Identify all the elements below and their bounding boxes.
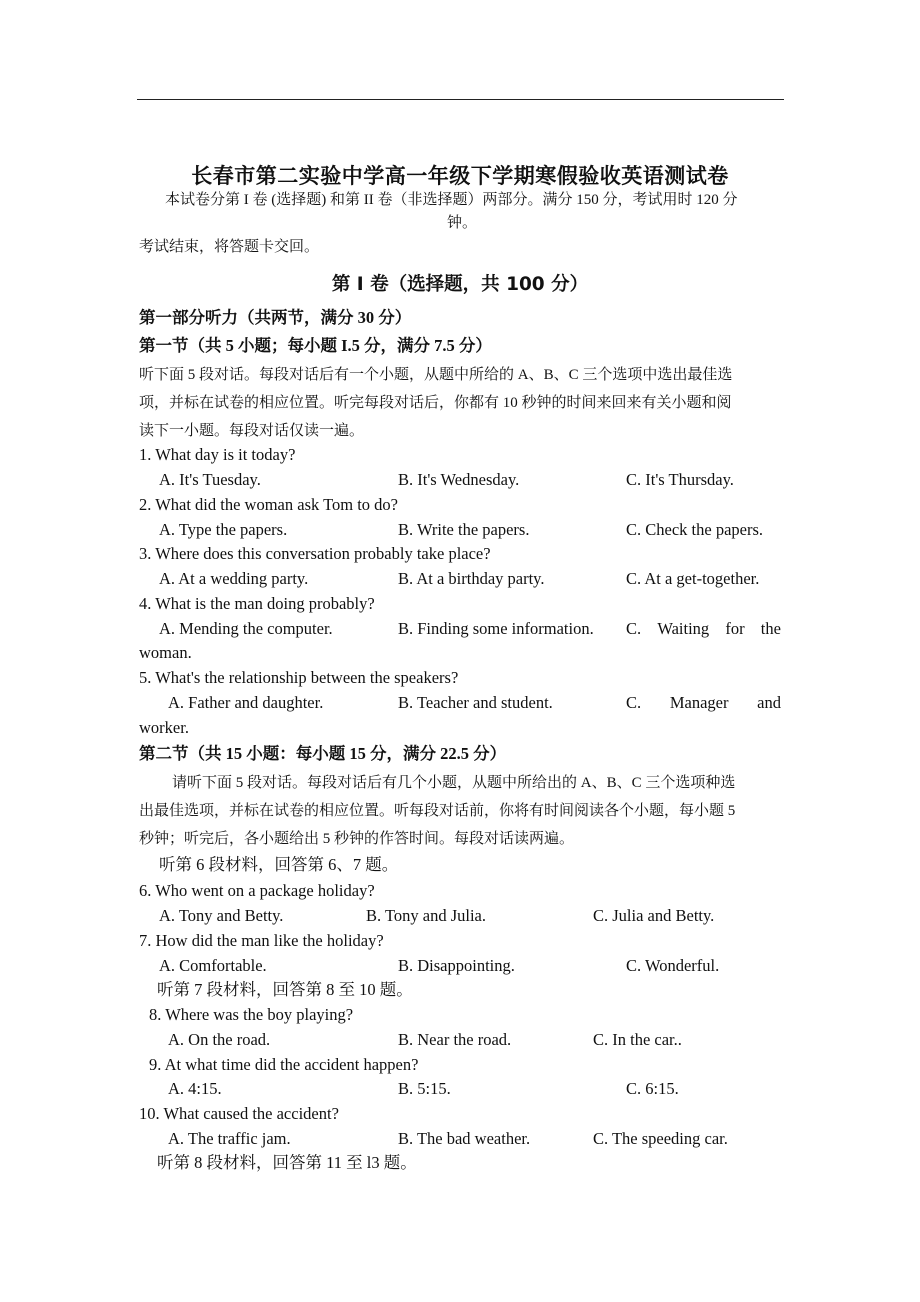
option-b: B. 5:15.	[398, 1079, 451, 1098]
section-2-instr-1: 请听下面 5 段对话。每段对话后有几个小题，从题中所给出的 A、B、C 三个选项种选	[172, 775, 736, 791]
option-a: A. Tony and Betty.	[159, 906, 284, 925]
option-a: A. Comfortable.	[159, 956, 267, 975]
option-c-word: the	[760, 619, 781, 638]
section-1-instr-3: 读下一小题。每段对话仅读一遍。	[139, 423, 365, 439]
option-b: B. At a birthday party.	[398, 569, 545, 588]
option-c: C. It's Thursday.	[626, 470, 734, 489]
option-c: C. Check the papers.	[626, 520, 764, 539]
option-c: C. In the car..	[593, 1030, 682, 1049]
question-stem: 4. What is the man doing probably?	[139, 594, 375, 613]
option-b: B. Teacher and student.	[398, 693, 553, 712]
section-1-instr-1: 听下面 5 段对话。每段对话后有一个小题，从题中所给的 A、B、C 三个选项中选出最佳选	[139, 367, 733, 383]
section-1-heading: 第一节（共 5 小题；每小题 I.5 分，满分 7.5 分）	[139, 336, 492, 355]
exam-title: 长春市第二实验中学高一年级下学期寒假验收英语测试卷	[191, 164, 729, 188]
option-c-word: for	[725, 619, 745, 638]
header-rule	[137, 99, 784, 100]
option-b: B. Disappointing.	[398, 956, 515, 975]
section-2-heading: 第二节（共 15 小题：每小题 15 分，满分 22.5 分）	[139, 744, 507, 763]
question-stem: 7. How did the man like the holiday?	[139, 931, 384, 950]
option-a: A. The traffic jam.	[168, 1129, 291, 1148]
question-stem: 3. Where does this conversation probably take place?	[139, 544, 491, 563]
option-b: B. It's Wednesday.	[398, 470, 520, 489]
option-c-word: C.	[626, 619, 642, 638]
section-1-instr-2: 项，并标在试卷的相应位置。听完每段对话后，你都有 10 秒钟的时间来回来有关小题和阅	[139, 395, 732, 411]
option-c: C. Wonderful.	[626, 956, 720, 975]
question-stem: 9. At what time did the accident happen?	[149, 1055, 419, 1074]
volume-1-title: 第 I 卷（选择题，共 100 分）	[331, 274, 589, 295]
option-c-wrap: woman.	[139, 643, 192, 662]
option-c	[626, 618, 781, 640]
option-a: A. On the road.	[168, 1030, 271, 1049]
material-6-note: 听第 6 段材料，回答第 6、7 题。	[159, 855, 399, 874]
material-7-note: 听第 7 段材料，回答第 8 至 10 题。	[157, 980, 413, 999]
question-stem: 5. What's the relationship between the speakers?	[139, 668, 459, 687]
material-8-note: 听第 8 段材料，回答第 11 至 l3 题。	[157, 1153, 417, 1172]
section-2-instr-2: 出最佳选项，并标在试卷的相应位置。听每段对话前，你将有时间阅读各个小题，每小题 5	[139, 803, 736, 819]
option-a: A. Mending the computer.	[159, 619, 333, 638]
intro-line-3: 考试结束，将答题卡交回。	[139, 239, 320, 255]
option-a: A. It's Tuesday.	[159, 470, 261, 489]
option-c: C. 6:15.	[626, 1079, 679, 1098]
option-c: C. At a get-together.	[626, 569, 760, 588]
option-a: A. At a wedding party.	[159, 569, 309, 588]
intro-line-1: 本试卷分第 I 卷 (选择题) 和第 II 卷（非选择题）两部分。满分 150 分，考试用时 120 分	[165, 192, 738, 208]
part-1-heading: 第一部分听力（共两节，满分 30 分）	[139, 308, 412, 327]
option-c-word: Waiting	[657, 619, 710, 638]
option-b: B. Near the road.	[398, 1030, 512, 1049]
option-a: A. 4:15.	[168, 1079, 222, 1098]
option-c-word: C.	[626, 693, 642, 712]
option-c-word: and	[757, 693, 781, 712]
question-stem: 1. What day is it today?	[139, 445, 296, 464]
option-b: B. Write the papers.	[398, 520, 530, 539]
option-b: B. The bad weather.	[398, 1129, 531, 1148]
question-stem: 6. Who went on a package holiday?	[139, 881, 375, 900]
option-c: C. The speeding car.	[593, 1129, 728, 1148]
question-stem: 8. Where was the boy playing?	[149, 1005, 354, 1024]
option-b: B. Tony and Julia.	[366, 906, 486, 925]
option-c: C. Julia and Betty.	[593, 906, 715, 925]
section-2-instr-3: 秒钟；听完后，各小题给出 5 秒钟的作答时间。每段对话读两遍。	[139, 831, 575, 847]
option-b: B. Finding some information.	[398, 619, 594, 638]
question-stem: 2. What did the woman ask Tom to do?	[139, 495, 398, 514]
option-c-wrap: worker.	[139, 718, 189, 737]
option-c-word: Manager	[669, 693, 729, 712]
option-a: A. Father and daughter.	[168, 693, 324, 712]
question-stem: 10. What caused the accident?	[139, 1104, 339, 1123]
intro-line-2: 钟。	[447, 215, 478, 231]
option-a: A. Type the papers.	[159, 520, 288, 539]
option-c	[626, 692, 781, 714]
